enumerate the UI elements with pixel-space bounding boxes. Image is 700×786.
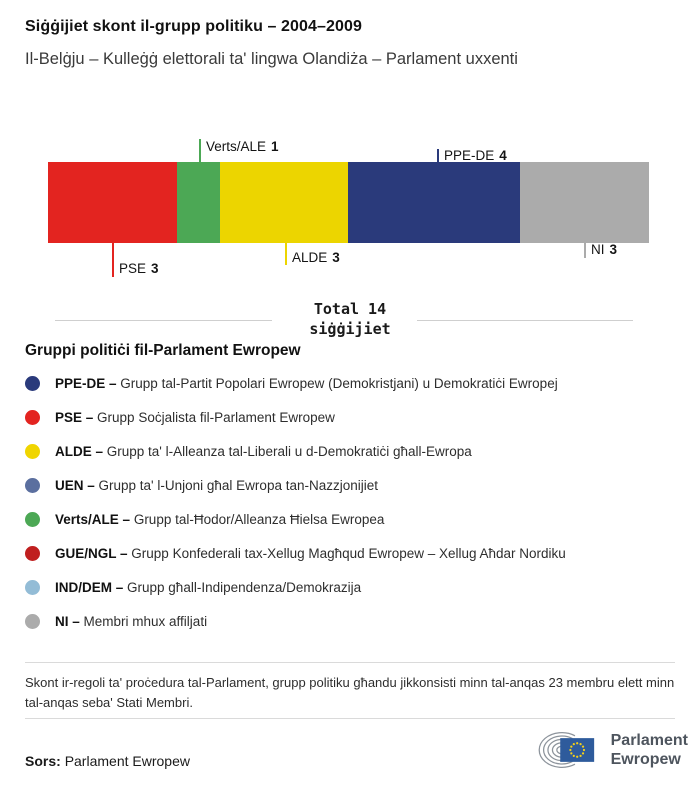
ep-logo-text: Parlament Ewropew — [610, 732, 688, 768]
legend-item-ind-dem — [25, 578, 361, 596]
bar-segment-ppe-de — [348, 162, 520, 243]
legend-item-ppe-de — [25, 374, 558, 392]
legend-item-uen — [25, 476, 378, 494]
legend-desc: Membri mhux affiljati — [83, 613, 208, 629]
bar-label-pse: PSE 3 — [119, 261, 159, 276]
bar-segment-ni — [520, 162, 649, 243]
legend-item-gue-ngl — [25, 544, 566, 562]
callout-tick-verts-ale — [199, 139, 201, 162]
seats-stacked-bar — [48, 162, 649, 243]
legend-dot-pse — [25, 410, 40, 425]
legend-desc: Grupp ta' l-Unjoni għal Ewropa tan-Nazzjonijiet — [98, 477, 378, 493]
legend-desc: Grupp tal-Ħodor/Alleanza Ħielsa Ewropea — [133, 511, 385, 527]
bar-segment-verts-ale — [177, 162, 220, 243]
legend-dot-ni — [25, 614, 40, 629]
legend-label: IND/DEM – — [55, 579, 124, 595]
callout-tick-ppe-de — [437, 149, 439, 162]
bar-segment-pse — [48, 162, 177, 243]
legend-dot-gue-ngl — [25, 546, 40, 561]
page-subtitle: Il-Belġju – Kulleġġ elettorali ta' lingwa Olandiża – Parlament uxxenti — [25, 50, 518, 68]
legend-label: PSE – — [55, 409, 94, 425]
bar-label-ppe-de: PPE-DE 4 — [444, 148, 507, 163]
legend-dot-uen — [25, 478, 40, 493]
legend-desc: Grupp Soċjalista fil-Parlament Ewropew — [97, 409, 335, 425]
bar-label-ni: NI 3 — [591, 242, 618, 257]
legend-item-alde — [25, 442, 472, 460]
legend-label: GUE/NGL – — [55, 545, 128, 561]
legend-item-verts-ale — [25, 510, 384, 528]
source-value: Parlament Ewropew — [64, 753, 190, 769]
legend-item-pse — [25, 408, 335, 426]
legend-dot-alde — [25, 444, 40, 459]
legend-dot-ind-dem — [25, 580, 40, 595]
page-title: Siġġijiet skont il-grupp politiku – 2004–2009 — [25, 18, 363, 35]
total-seats-line2: siġġijiet — [309, 320, 391, 338]
divider-top — [25, 662, 675, 663]
total-seats-line1: Total 14 — [313, 300, 387, 318]
legend-label: NI – — [55, 613, 80, 629]
ep-logo — [528, 720, 688, 780]
legend-label: Verts/ALE – — [55, 511, 131, 527]
bar-label-verts-ale: Verts/ALE 1 — [206, 139, 279, 154]
legend-item-ni — [25, 612, 207, 630]
callout-tick-alde — [285, 243, 287, 265]
legend-heading: Gruppi politiċi fil-Parlament Ewropew — [25, 342, 301, 359]
callout-tick-pse — [112, 243, 114, 277]
legend-desc: Grupp ta' l-Alleanza tal-Liberali u d-Demokratiċi għall-Ewropa — [106, 443, 472, 459]
legend-desc: Grupp Konfederali tax-Xellug Magħqud Ewropew – Xellug Aħdar Nordiku — [131, 545, 566, 561]
legend-label: UEN – — [55, 477, 95, 493]
legend-desc: Grupp tal-Partit Popolari Ewropew (Demokristjani) u Demokratiċi Ewropej — [120, 375, 558, 391]
source-line — [25, 753, 190, 769]
legend-label: ALDE – — [55, 443, 104, 459]
total-seats — [0, 299, 700, 339]
divider-bottom — [25, 718, 675, 719]
legend-dot-ppe-de — [25, 376, 40, 391]
bar-segment-alde — [220, 162, 349, 243]
source-label: Sors: — [25, 753, 61, 769]
legend-label: PPE-DE – — [55, 375, 117, 391]
legend-desc: Grupp għall-Indipendenza/Demokrazija — [127, 579, 362, 595]
callout-tick-ni — [584, 243, 586, 258]
ep-logo-mark — [528, 722, 603, 778]
eu-flag — [560, 738, 594, 762]
bar-label-alde: ALDE 3 — [292, 250, 340, 265]
legend-dot-verts-ale — [25, 512, 40, 527]
footnote: Skont ir-regoli ta' proċedura tal-Parlament, grupp politiku għandu jikkonsisti minn tal-anqas 23 membru elett minn tal-anqas seba' Stati Membri. — [25, 675, 675, 710]
